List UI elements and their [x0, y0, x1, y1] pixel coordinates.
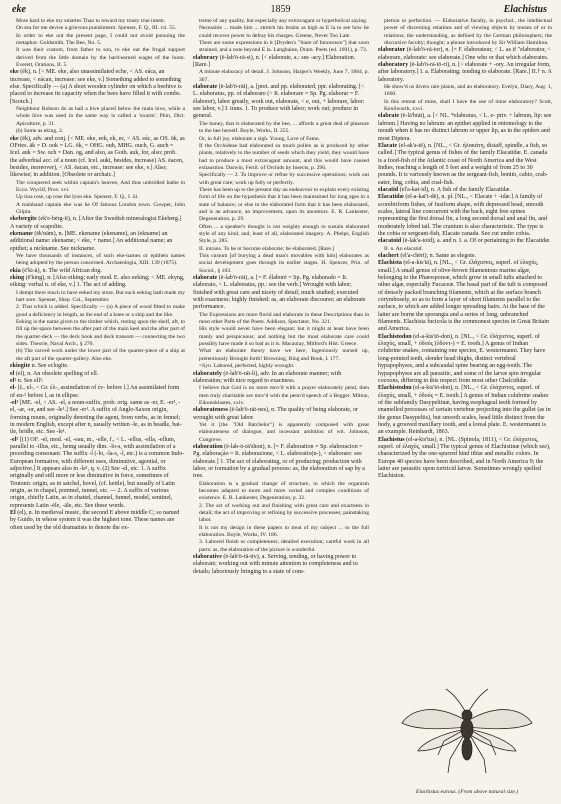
entry-text: 2. That which is added. Specifically — (a) A piece of wood fitted to make good a deficiency in length, as the end of a knee or a ship and the like.	[16, 304, 185, 318]
entry-text: (ēk), adv. and conj. [< ME. eke, eek, ek, ec, < AS. eác, as OS. ōk, as OFries. āk = D. ook = LG. ōk, = OHG. ouh, MHG. ouch, G. auch = Icel. auk = Sw. och = Dan. og, and also, as Goth. auk, for, also; prob. the adverbial acc. of a noun (cf. Icel. auki, besides, increase) AS. ēacen, besides, moreover), < AS. ēacan, etc., increase: see eke, v.] Also; likewise; in addition. [Obsolete or archaic.]	[10, 135, 185, 179]
entry-text: (ē-lab-ō-rā'shon), n. [= F. élaboration = Sp. elaboracion = Pg. elaboração = It. elaborazione, < L. elaboratio(n-), < elaborare: see elaborate.] 1. The act of elaborating, or of producing; production with labor, or formation by a gradual process: as, the elaboration of sap by a tree.	[193, 443, 365, 480]
entry-citation	[10, 25, 185, 32]
entry-citation	[10, 304, 185, 319]
headword: Elachista	[378, 260, 402, 267]
dictionary-entry	[378, 260, 552, 333]
dictionary-entry	[10, 437, 185, 510]
entry-citation	[193, 481, 369, 503]
entry-citation	[193, 69, 369, 84]
entry-citation	[193, 224, 369, 246]
entry-text: In this retreat of mine, shall I have the use of mine elaboratory? Scott, Kenilworth, xxvi.	[384, 98, 552, 113]
entry-citation	[193, 503, 369, 525]
dictionary-entry	[10, 69, 185, 106]
entry-text: (el'a-kat-id), n. A fish of the family Elacatidæ.	[399, 186, 511, 193]
entry-citation	[10, 194, 185, 201]
entry-text: In order to eke out the present page, I could not avoid pursuing the metaphor. Goldsmith, The Bee, No. 5.	[16, 32, 185, 47]
entry-citation	[193, 172, 369, 187]
entry-text: There are some expressions in it [Dryden's "State of Innocence"] that soon strained, and a note beyond E la. Langbaine, Dram. Poets (ed. 1691), p. 73.	[199, 40, 369, 54]
headword: eke	[10, 69, 19, 76]
entry-citation	[10, 180, 185, 195]
entry-citation	[193, 539, 369, 554]
entry-text: (ē-lab'ō-rāt), a. [pret. and pp. elaborated, ppr. elaborating. [< L. elaboratus, pp. of elaborare (> It. elaborare = Sp. Pg. elaborar = F. élaborer), labor greatly, work out, elaborate, < e, out, + laborare, labor: see labor, v.] I. trans. 1. To produce with labor; work out; produce in general.	[193, 84, 365, 120]
insect-illustration	[392, 681, 542, 789]
headword: -el²	[10, 436, 19, 443]
entry-text: More hard to eke my smartes Than to reward my trusty true intent.	[16, 18, 166, 24]
headword: eke	[10, 135, 19, 142]
entry-text: (el-a-kis'tō-don), n. [NL., < Gr. ἐλάχιστος, superl. of ἐλαχύς, small, + ὀδούς (ὀδοντ-) = E. tooth.] A genus of Indian colubrine snakes, containing one species, E. westermanni. They have long-pointed teeth, slender head thighs, distinct vertebral hypapophyses, and a subcaudal spine bearing an egg-tooth. The hypapophyses are all parasitic, and some of the larvæ spin irregular cocoons, differing in this respect from most other Chalcididæ.	[378, 333, 546, 384]
dictionary-entry	[378, 238, 552, 245]
headword: el	[10, 370, 15, 377]
entry-citation	[193, 121, 369, 136]
dictionary-entry	[378, 143, 552, 187]
entry-text: We have thousands of instances, of such eke-names or epithets names being adopted by the person concerned. Archaeologia, XIII. 139 (1875).	[16, 253, 185, 267]
entry-text: (el-a-kis'tō-don), n. [NL., < Gr. ἐλάχιστος, superl. of ἐλαχύς, small, + ὀδούς = E. tooth.] A genus of Indian colubrine snakes of the subfamily Dasypeltinæ, having esophageal teeth formed by enamelled processes of certain vertebræ projecting into the gullet (as in the genus Dasypeltis), but smooth scales, head little distinct from the body, a grooved maxillary tooth, and a loreal plate. E. westermanni is an example. Reinhardt, 1863.	[378, 385, 551, 436]
entry-text: (ē-lab'ō-rāt-li), adv. In an elaborate manner; with elaboration; with nice regard to exactness.	[193, 370, 342, 384]
headword: elachert	[378, 253, 399, 259]
entry-text: The Expressions are more florid and elaborate in these Descriptions than in most other Parts of the Poem. Addison, Spectator, No. 321.	[199, 311, 369, 326]
entry-text: Specifically — 2. To improve or refine by successive operations; work out with great care; work up fully or perfectly.	[199, 172, 369, 186]
headword: Elachistodon	[378, 385, 412, 392]
entry-citation	[193, 246, 369, 253]
headword: elaboratory	[378, 62, 409, 69]
entry-text: (ē-lak'a-toid), a. and n. I. a. Of or pertaining to the Elacatidæ.	[402, 238, 551, 245]
entry-citation	[193, 525, 369, 540]
entry-text: Neighbour Robson do as hall a hive placed below the main hive, while a whole hive was used in the same way is called a 'swarm'. Phin, Dict. Apiculture, p. 31.	[16, 106, 185, 127]
entry-citation	[193, 40, 369, 55]
headword: elaborately	[193, 370, 222, 377]
page-number: 1859	[270, 4, 291, 15]
entry-text: n. See ell².	[17, 377, 44, 384]
headword: -el¹	[10, 399, 19, 406]
headword: elabrate	[378, 113, 400, 120]
entry-text: (ē-lab'ō-rā-tiv), a. Serving, tending, or having power to elaborate; working out with minute attention to completeness and to details; laboriously bringing to a state of com-	[193, 554, 358, 575]
entry-citation	[10, 47, 185, 69]
entry-text: treme of any quality, but especially any extravagant or hyperbolical saying.	[199, 18, 368, 24]
dictionary-entry	[10, 371, 185, 378]
entry-citation	[10, 253, 185, 268]
dictionary-entry	[378, 437, 552, 481]
dictionary-entry	[10, 510, 185, 532]
entry-citation	[10, 319, 185, 348]
dictionary-entry	[10, 385, 185, 400]
headword: elacatoid	[378, 238, 402, 245]
entry-text: (el'a-chėrt), n. Same as elegote.	[400, 253, 477, 259]
entry-text: n. See eclogite.	[31, 363, 69, 370]
entry-citation	[193, 25, 369, 40]
figure-caption: Elachistus eurous. (From above natural size.)	[415, 789, 519, 795]
dictionary-entry	[378, 113, 552, 142]
entry-citation	[193, 253, 369, 275]
entry-text: It was their custom, from father to son, to eke out the frugal support derived from the little domain by the hard-earned wages of the loom. Everett, Orations, II. 5.	[16, 47, 185, 69]
headword: Elachistus	[378, 436, 405, 443]
headword: elaboration	[193, 443, 223, 450]
dictionary-entry	[10, 363, 185, 370]
dictionary-entry	[10, 268, 185, 275]
entry-text: (ēk'nām), n. [ME. ekename (ekename), an (ekname) an additional name: ekename; < eke, + name.] An additional name; an epithet; a nickname. See nickname.	[10, 230, 173, 252]
entry-citation	[378, 246, 552, 253]
entry-text: Or, in full joy, elaborate a sigh. Young, Love of Fame.	[199, 135, 320, 142]
dictionary-entry	[10, 400, 185, 437]
entry-text: (ē-lā'brāt), a. [< NL. *elabratus, < L. e- priv. + labrum, lip: see labrum.] Having no labrum: an epithet applied in entomology to the mouth when it has no distinct labrum or upper lip, as in the spiders and most Diptera.	[378, 113, 552, 142]
entry-citation	[193, 385, 369, 407]
headword: elaboracy	[193, 54, 219, 61]
entry-citation	[10, 33, 185, 48]
entry-text: If the Orchideae had elaborated so much pollen as is produced by other plants, relatively to the number of seeds which they yield, they would have had to produce a most extravagant amount, and this would have caused exhaustion. Darwin, Fertil. of Orchids by Insects, p. 296.	[199, 142, 369, 171]
entry-text: (ek'e-bėrg-īt), n. [After the Swedish mineralogist Ekeberg.] A variety of scapolite.	[10, 216, 182, 230]
entry-citation	[193, 136, 369, 143]
entry-text: II. intrans. To be or become elaborate; be elaborated. [Rare.]	[199, 245, 335, 252]
entry-citation	[193, 363, 369, 370]
entry-text: 2. The act of working out and finishing with great care and exactness in detail; the act of improving or refining by successive processes; painstaking labor.	[199, 502, 369, 524]
entry-text: (ē-lab'ō-rāt-nes), n. The quality of being elaborate, or wrought with great labor.	[193, 407, 359, 421]
headword: elaborateness	[193, 407, 228, 414]
entry-text: =Syn. Labored, perfected, highly wrought.	[199, 363, 295, 370]
entry-text: Elaboration is a gradual change of structure, in which the organism becomes adapted to more and more varied and complex conditions of existence. E. R. Lankester, Degeneration, p. 32.	[199, 480, 369, 502]
entry-text: [L. el-, < Gr. ἐλ-, assimilation of ἐν- before l.] An assimilated form of en-² before l, as in ellipse.	[10, 385, 180, 399]
dictionary-entry	[193, 84, 369, 121]
entry-text: What an elaborate theory have we here, Ingeniously nursed up, pretentiously Brought forth! Browning, Ring and Book, I. 177.	[199, 348, 369, 362]
entry-citation	[193, 143, 369, 172]
entry-text: A trainband captain eke was he Of famous London town. Cowper, John Gilpin.	[16, 201, 185, 215]
headword: ekebergite	[10, 216, 37, 223]
headword: el-	[10, 385, 17, 392]
entry-text: A minute elaboracy of detail. J. Johnson, Harper's Weekly, June 7, 1884, p. 367.	[199, 69, 369, 83]
entry-text: The conquered seek within captain's heaven, And thus unbridled bathe in Ecco. Wyclif, Prov. xvi.	[16, 179, 185, 193]
entry-text: (el-a-kis'tus), n. [NL. (Spinola, 1811), < Gr. ἐλάχιστος, superl. of ἐλαχύς, small.] The typical genus of Elachistinæ (which see), characterized by the one-spurred hind tibiæ and metallic colors. In Europe 40 species have been described, and in North America 9; the latter are parasitic upon tortricid larvæ. Sometimes wrongly spelled Elachiston.	[378, 436, 551, 480]
entry-text: (ē-lab'ō-rā-si), n. [< elaborate, a.: see -acy.] Elaboration. [Rare.]	[193, 54, 356, 69]
dictionary-entry	[193, 275, 369, 312]
entry-text: There has been up to the present day an endeavour to explain every existing form of life on the hypothesis that it has been maintained for long ages in a state of balance; or else in the elaborated form that it has been elaborated, and is an advance, an improvement, upon its ancestors. E. R. Lankester, Degeneration, p. 29.	[199, 186, 369, 223]
dictionary-entry	[378, 385, 552, 436]
headword: ekename	[10, 230, 33, 237]
entry-citation	[193, 348, 369, 363]
entry-text: Eeking is the name given to the timber which, resting upon the shelf, aft, to fill up the space between the after part of the main keel and the after part of the quarter-deck — the deck hook and deck transom — connecting the two sides. Theorie, Naval Arch., § 270.	[16, 319, 185, 348]
entry-citation	[193, 18, 369, 25]
dictionary-entry	[10, 136, 185, 180]
running-header	[0, 4, 561, 18]
entry-text: (ēk), n. [< ME. eke, also unassimilated eche, < AS. eáca, an increase, < eácan, increase: see eke, v.] Something added to something else. Specifically — (a) A short wooden cylinder on which a beehive is placed to increase its capacity when the bees have filled it with combs. [Scotch.]	[10, 69, 182, 105]
guide-word-right: Elachistus	[503, 4, 547, 15]
entry-citation	[193, 422, 369, 444]
dictionary-entry	[378, 62, 552, 84]
headword: ekiogite	[10, 363, 31, 370]
headword: elacatid	[378, 186, 399, 193]
headword: El	[10, 510, 16, 517]
dictionary-entry	[193, 554, 369, 576]
headword: eking	[10, 275, 25, 282]
entry-citation	[10, 202, 185, 217]
entry-text: Up tina rose, up rose the lyon eke. Spenser, F. Q., I. iii.	[16, 194, 139, 201]
entry-text: [(1) OF. -el, mod. -el, -eau, m., -elle, f., < L. -ellus, -ella, -ellum, parallel to -illus, etc., being usually dim. -lo-s, with assimilation of a preceding consonant. The suffix -l (-lo, -la-s, -l, etc.) is a common Indo-European formative, with different uses, diminutive, agential, or adjective.] It appears also in -le¹, q. v. (2) See -el, etc. 1. A suffix originally and still more or less diminutive in force, sometimes of Teutonic origin, as in satchel, hovel, (cf. kettle), but usually of Latin origin, as in chapel, pommel, tunnel, etc. — 2. A suffix of various origin, chiefly Latin, as in chattel, channel, funnel, model, sentinel, represents Latin -ēle, -āle, etc. See these words.	[10, 436, 185, 509]
entry-citation	[193, 312, 369, 327]
entry-text: His style would never have been elegant; but it might at least have been manly and perspicuous; and nothing but the most elaborate care could possibly have made it so bad as it is. Macaulay, Mitford's Hist. Greece.	[199, 326, 369, 348]
headword: elaborate	[193, 275, 218, 282]
guide-word-left: eke	[12, 4, 26, 15]
entry-citation	[193, 326, 369, 348]
entry-text: He show'd us divers rare plants, and an elaboratory. Evelyn, Diary, Aug. 1, 1660.	[384, 84, 552, 98]
headword: elaborator	[378, 47, 406, 54]
entry-text: (ē-lab'ō-rāt), a. [= F. élaboré = Sp. Pg. elaborado = It. elaborato, < L. elaboratus, pp.: see the verb.] Wrought with labor; finished with great care and nicety of detail; much studied; executed with exactness; highly finished: as, an elaborate discourse; an elaborate performance.	[193, 275, 366, 311]
entry-text: This custom [of burying a dead man's movables with him] elaborates as social development goes through its earlier stages. H. Spencer, Prin. of Sociol., § 103.	[199, 253, 369, 274]
entry-citation	[193, 187, 369, 224]
entry-text: pletion or perfection. — Elaborative faculty, in psychol., the intellectual power of discerning relations and of viewing objects by means of or in relations; the understanding, as defined by the German philosophers; the discursive faculty; thought; a phrase introduced by Sir William Hamilton.	[384, 18, 552, 47]
entry-text: Necessitie ... made him ... stretch his brains as high as E la to see how he could recover power to defray his charges. Greene, Never Too Late.	[199, 25, 369, 39]
entry-text: (ē'ki-ä), n. The wild African dog.	[22, 267, 102, 274]
entry-text: I dempt there much to have eeked my store, But such eeking hath made my hart sore. Spenser, Shep. Cal., September.	[16, 289, 185, 304]
entry-text: Often ... a speaker's thought is not weighty enough to sustain elaborated style of any kind, and, least of all, elaborated imagery. A. Phelps, English Style, p. 285.	[199, 223, 369, 245]
entry-citation	[10, 290, 185, 305]
dictionary-entry	[193, 371, 369, 386]
entry-text: (ē-lab'ō-rā-tor), n. [= F. élaborateur, < L. as if "elaborator, < elaborare, elaborate: see elaborate.] One who or that which elaborates.	[378, 47, 551, 61]
entry-citation	[10, 348, 185, 363]
dictionary-entry	[378, 194, 552, 238]
entry-citation	[10, 128, 185, 135]
entry-text: I believe that God is no more mov'd with a prayer elaborately pend, then men truly charitable are mov'd with the penn'd speech of a Begger. Milton, Eikonoklastes, xxiv.	[199, 385, 369, 406]
column-middle	[193, 18, 369, 800]
headword: Elacate	[378, 142, 398, 149]
entry-text: (ē-lab'ō-rā-tō-ri), n. [< elaborate + -ory. An irregular form, after laboratory.] I. a. Elaborating; tending to elaborate. [Rare.] II.† n. A laboratory.	[378, 62, 552, 83]
entry-text: (el-ak'a-tē), n. [NL., < Gr. ἠλακάτη, distaff, spindle, a fish, so called.] The typical genus of fishes of the family Elacatidæ. E. canada is a food-fish of the Atlantic coast of North America and the West Indies, reaching a length of 5 feet and a weight of from 25 to 30 pounds. It is variously known as the sergeant-fish, bonito, cabio, crab-eater, ling, cobia, and coal-fish.	[378, 142, 548, 186]
headword: el²	[10, 377, 17, 384]
headword: elaborate	[193, 84, 218, 91]
dictionary-entry	[193, 444, 369, 481]
entry-text: On sea for me devise a grievous punishment. Spenser, F. Q., III. vii. 55.	[16, 25, 177, 32]
entry-text: (ē'king), n. [Also eiking; early mod. E. also eeking; < ME. ekyng, eiking: verbal n. of eke, v.] 1. The act of adding.	[10, 275, 185, 289]
entry-text: (el-a-kis'tä), n. [NL., < Gr. ἐλάχιστος, superl. of ἐλαχύς, small.] A small genus of olive-brown filamentous marine algæ, belonging to the Phæosporeæ, which grow in small tufts attached to other algæ, especially Fucaceæ. The basal part of the tuft is composed of densely packed branching filaments, which at the surface branch corymbosely, so as to form a layer of short filaments parallel to the surface, to which are added longer spreading hairs. At the base of the latter are borne the sporangia and a series of long, unbranched filaments. Elachista fucicola is the commonest species in Great Britain and America.	[378, 260, 549, 333]
dictionary-entry	[10, 231, 185, 253]
entry-text: II. n. An elacatid.	[384, 245, 423, 252]
dictionary-entry	[193, 407, 369, 422]
entry-text: [ME. -el, < AS. -el, a noun-suffix, prob. orig. same as -er, E. -er¹, -el, -ar, -or, and see -le¹.] See -er¹. A suffix of Anglo-Saxon origin, forming nouns, originally denoting the agent, from verbs, as in fennel; in modern English, except after n, usually written -le, as in beadle, bat-tle, bridle, etc. See -le¹.	[10, 399, 182, 436]
dictionary-entry	[10, 275, 185, 290]
entry-text: Yet it [the "Old Batchelor"] is apparently composed with great elaborateness of dialogue, and incessant ambition of wit. Johnson, Congreve.	[199, 421, 369, 443]
entry-text: (el), n. An obsolete spelling of ell.	[15, 370, 99, 377]
entry-text: (b) Same as eking, 2.	[16, 128, 64, 135]
entry-text: (el-a-kat'i-dē), n. pl. [NL., < Elacate + -idæ.] A family of scombriform fishes, of fusiform shape, with depressed head, smooth scales, lateral line concurrent with the back, eight free spines representing the first dorsal fin, a long second dorsal and anal fin, and moderately lobed tail. The cranium is also characteristic. The type is the cobia or sergeant-fish, Elacate canada. See cut under cobia.	[378, 194, 547, 237]
headword: ekia	[10, 267, 21, 274]
entry-text: The honey, that is elaborated by the bee, ... affords a great deal of pleasure to the bee herself. Boyle, Works, II. 255.	[199, 120, 369, 135]
entry-text: 3. Labored finish or completeness; detailed execution; careful work in all parts: as, the elaboration of the picture is wonderful.	[199, 539, 369, 553]
column-left	[10, 18, 185, 800]
entry-text: (b) The carved work under the lower part of the quarter-piece of a ship at the aft part of the quarter-gallery. Also eke.	[16, 348, 185, 362]
entry-citation	[378, 99, 552, 114]
figure-elachistus	[392, 678, 542, 801]
entry-text: (el), n. In medieval music, the second E above middle C; so named by Guido, in whose system it was the highest tone. These names are often used by the old dramatists to denote the ex-	[10, 510, 180, 531]
entry-citation	[378, 84, 552, 99]
entry-citation	[10, 106, 185, 128]
headword: Elachistodon	[378, 333, 412, 340]
entry-text: It is not my design in these papers to treat of my subject ... to the full elaboration. Boyle, Works, IV. 186.	[199, 524, 369, 539]
dictionary-entry	[193, 55, 369, 70]
dictionary-entry	[378, 334, 552, 385]
dictionary-entry	[378, 47, 552, 62]
headword: Elacatidæ	[378, 194, 404, 201]
dictionary-entry	[10, 216, 185, 231]
headword: elaborative	[193, 554, 222, 561]
entry-citation	[378, 18, 552, 47]
